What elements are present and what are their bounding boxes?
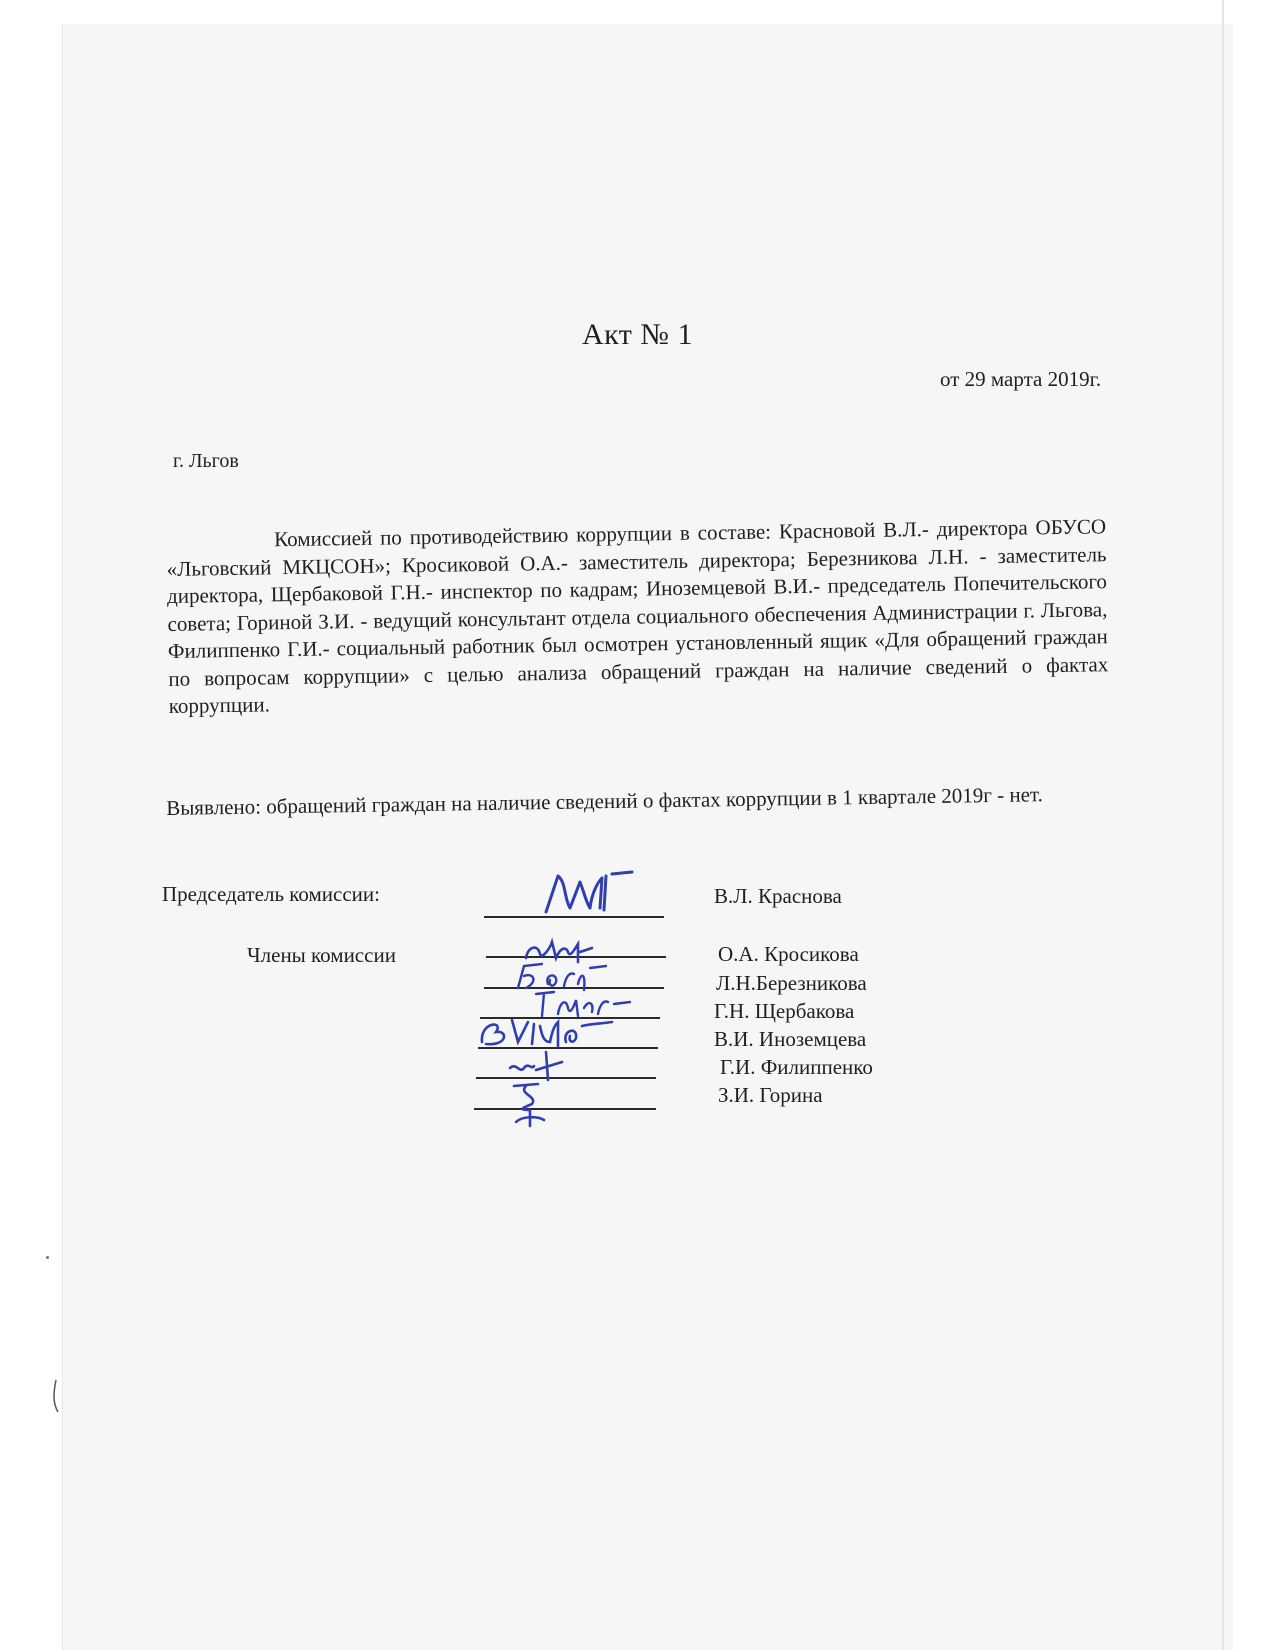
signature-chair	[540, 868, 660, 918]
member-name: В.И. Иноземцева	[714, 1027, 867, 1051]
members-label: Члены комиссии	[247, 943, 396, 967]
member-name: Л.Н.Березникова	[716, 971, 867, 995]
scan-edge-line	[1222, 0, 1224, 1650]
chair-label: Председатель комиссии:	[162, 882, 380, 906]
scan-bracket-mark	[50, 1378, 62, 1419]
signature-line-member	[474, 1108, 656, 1110]
document-title: Акт № 1	[581, 318, 694, 351]
signature-member-4	[478, 1012, 618, 1052]
signature-member-5	[506, 1048, 586, 1082]
document-body-paragraph: Комиссией по противодействию коррупции в составе: Красновой В.Л.- директора ОБУСО «Льговский МКЦСОН»; Кросиковой О.А.- заместитель директора; Березникова Л.Н. - заместитель директора, Щербаковой Г.Н.- инспектор по кадрам; Иноземцевой В.И.- председатель Попечительского совета; Гориной З.И. - ведущий консультант отдела социального обеспечения Администрации г. Льгова, Филиппенко Г.И.- социальный работник был осмотрен установленный ящик «Для обращений граждан по вопросам коррупции» с целью анализа обращений граждан на наличие сведений о фактах коррупции.	[166, 514, 1109, 718]
signature-member-6	[508, 1080, 558, 1130]
chair-name: В.Л. Краснова	[714, 884, 842, 908]
member-name: Г.Н. Щербакова	[714, 999, 855, 1023]
document-finding-paragraph: Выявлено: обращений граждан на наличие сведений о фактах коррупции в 1 квартале 2019г - нет.	[166, 782, 1043, 820]
member-name: З.И. Горина	[718, 1083, 823, 1107]
scan-dot-mark	[46, 1256, 49, 1259]
member-name: О.А. Кросикова	[718, 942, 859, 966]
paper-sheet	[62, 24, 1233, 1650]
signature-member-1	[522, 930, 602, 964]
document-city: г. Льгов	[173, 450, 239, 472]
document-date: от 29 марта 2019г.	[940, 367, 1102, 391]
member-name: Г.И. Филиппенко	[720, 1055, 873, 1079]
